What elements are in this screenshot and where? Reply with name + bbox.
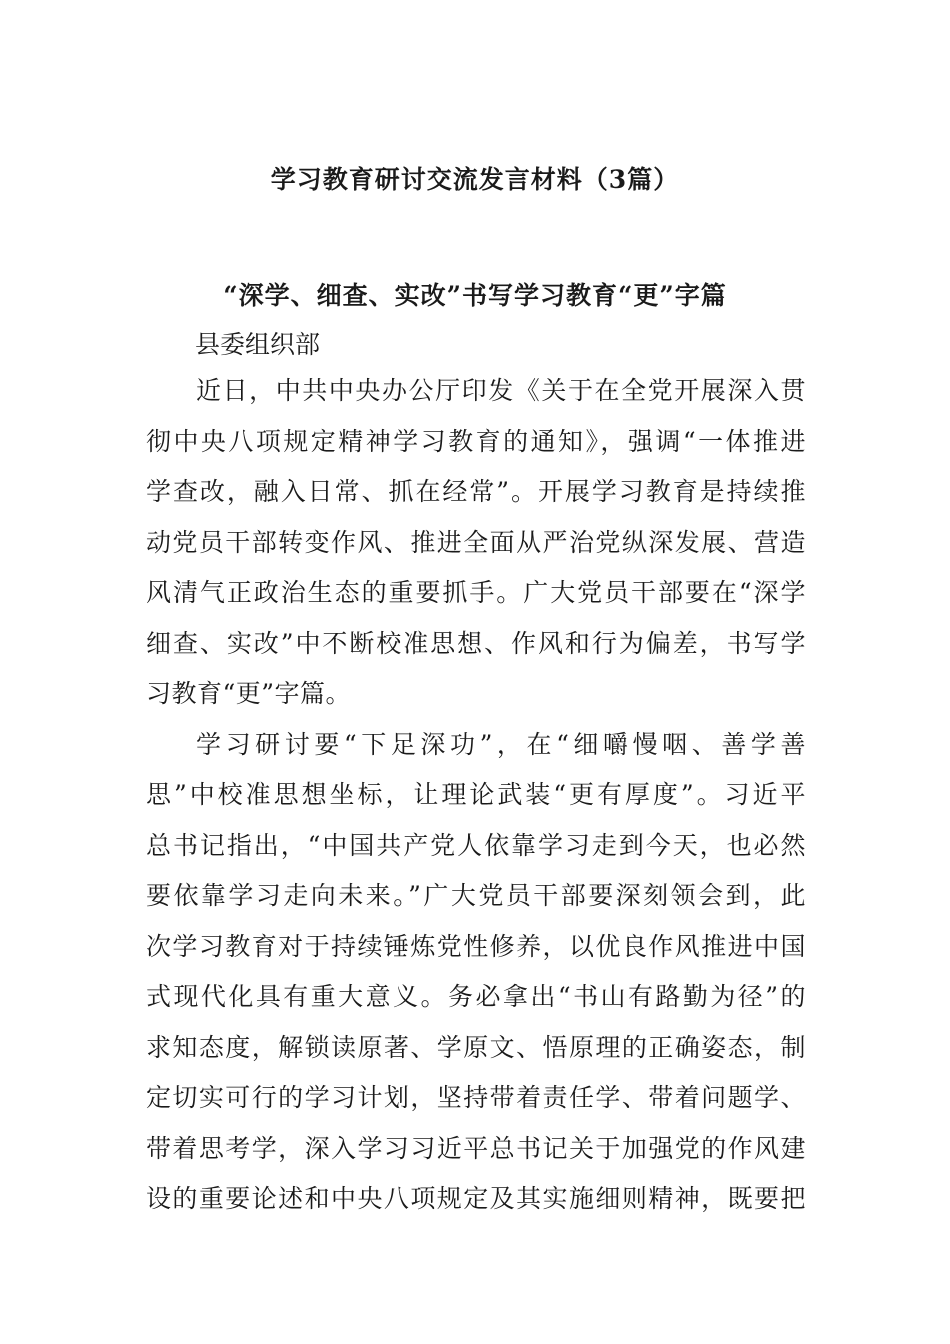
paragraph-line: 设的重要论述和中央八项规定及其实施细则精神，既要把 [146, 1184, 806, 1213]
paragraph-line: 思”中校准思想坐标，让理论武装“更有厚度”。习近平 [146, 780, 806, 809]
paragraph-line: 学查改，融入日常、抓在经常”。开展学习教育是持续推 [146, 477, 806, 506]
paragraph-line: 要依靠学习走向未来。”广大党员干部要深刻领会到，此 [146, 881, 806, 910]
paragraph-line: 定切实可行的学习计划，坚持带着责任学、带着问题学、 [146, 1083, 806, 1112]
document-title: 学习教育研讨交流发言材料（3篇） [270, 165, 680, 194]
paragraph-line: 近日，中共中央办公厅印发《关于在全党开展深入贯 [196, 376, 806, 405]
paragraph-line: 式现代化具有重大意义。务必拿出“书山有路勤为径”的 [146, 982, 806, 1011]
paragraph-line: 总书记指出，“中国共产党人依靠学习走到今天，也必然 [146, 830, 806, 860]
paragraph-line: 彻中央八项规定精神学习教育的通知》，强调“一体推进 [146, 426, 806, 456]
paragraph-line: 动党员干部转变作风、推进全面从严治党纵深发展、营造 [146, 527, 806, 557]
paragraph-line: 求知态度，解锁读原著、学原文、悟原理的正确姿态，制 [146, 1032, 806, 1062]
author-line: 县委组织部 [195, 330, 321, 359]
paragraph-line: 细查、实改”中不断校准思想、作风和行为偏差，书写学 [146, 628, 806, 658]
paragraph-line: 次学习教育对于持续锤炼党性修养，以优良作风推进中国 [146, 931, 806, 961]
paragraph-line: 习教育“更”字篇。 [146, 679, 352, 708]
article-title: “深学、细查、实改”书写学习教育“更”字篇 [223, 281, 727, 310]
article-body [146, 373, 806, 1232]
paragraph-line: 带着思考学，深入学习习近平总书记关于加强党的作风建 [146, 1133, 806, 1163]
paragraph-line: 学习研讨要“下足深功”，在“细嚼慢咽、善学善 [196, 729, 806, 759]
paragraph-line: 风清气正政治生态的重要抓手。广大党员干部要在“深学 [146, 578, 806, 607]
